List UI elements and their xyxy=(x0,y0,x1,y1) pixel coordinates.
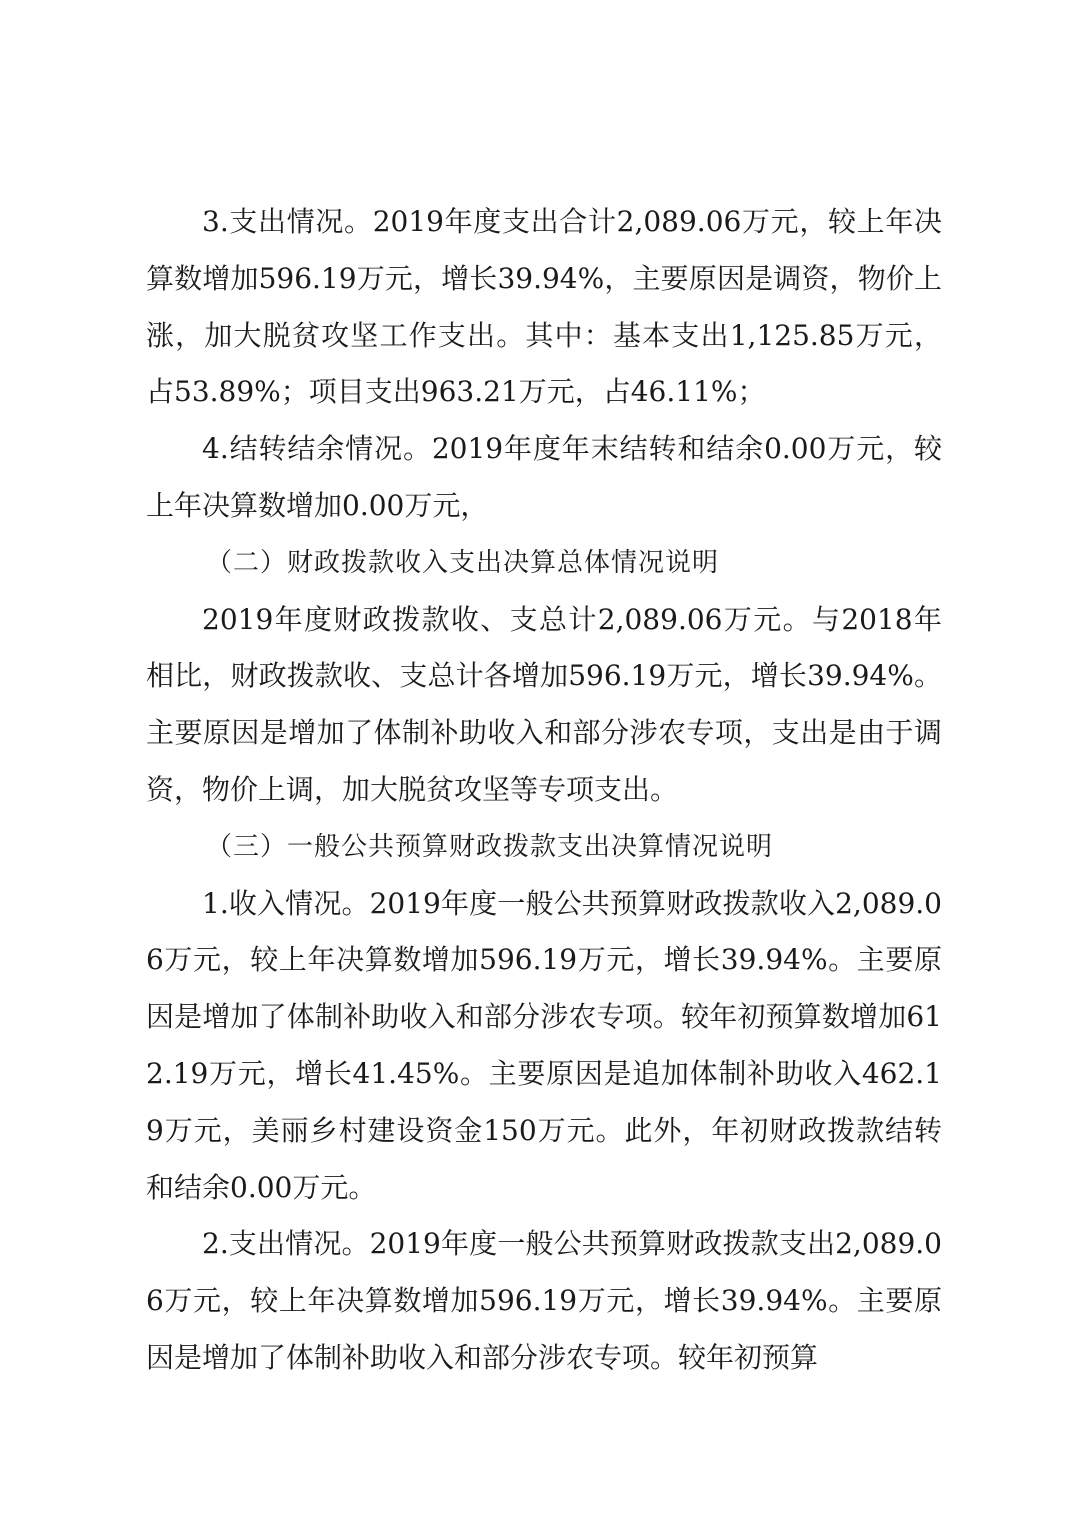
paragraph-expenditure: 3.支出情况。2019年度支出合计2,089.06万元，较上年决算数增加596.19万元，增长39.94%，主要原因是调资，物价上涨，加大脱贫攻坚工作支出。其中：基本支出1,125.85万元，占53.89%；项目支出963.21万元，占46.11%； xyxy=(146,205,942,409)
paragraph-fiscal-appropriation-summary: 2019年度财政拨款收、支总计2,089.06万元。与2018年相比，财政拨款收、支总计各增加596.19万元，增长39.94%。主要原因是增加了体制补助收入和部分涉农专项，支出是由于调资，物价上调，加大脱贫攻坚等专项支出。 xyxy=(146,602,942,806)
paragraph-general-budget-expenditure: 2.支出情况。2019年度一般公共预算财政拨款支出2,089.06万元，较上年决算数增加596.19万元，增长39.94%。主要原因是增加了体制补助收入和部分涉农专项。较年初预算 xyxy=(146,1227,942,1374)
document-body xyxy=(146,194,942,1387)
section-heading-general-public-budget: （三）一般公共预算财政拨款支出决算情况说明 xyxy=(206,831,774,862)
paragraph-income: 1.收入情况。2019年度一般公共预算财政拨款收入2,089.06万元，较上年决算数增加596.19万元，增长39.94%。主要原因是增加了体制补助收入和部分涉农专项。较年初预算数增加612.19万元，增长41.45%。主要原因是追加体制补助收入462.19万元，美丽乡村建设资金150万元。此外，年初财政拨款结转和结余0.00万元。 xyxy=(146,886,942,1204)
paragraph-carryover: 4.结转结余情况。2019年度年末结转和结余0.00万元，较上年决算数增加0.00万元， xyxy=(146,432,942,522)
section-heading-fiscal-appropriation: （二）财政拨款收入支出决算总体情况说明 xyxy=(206,547,720,578)
